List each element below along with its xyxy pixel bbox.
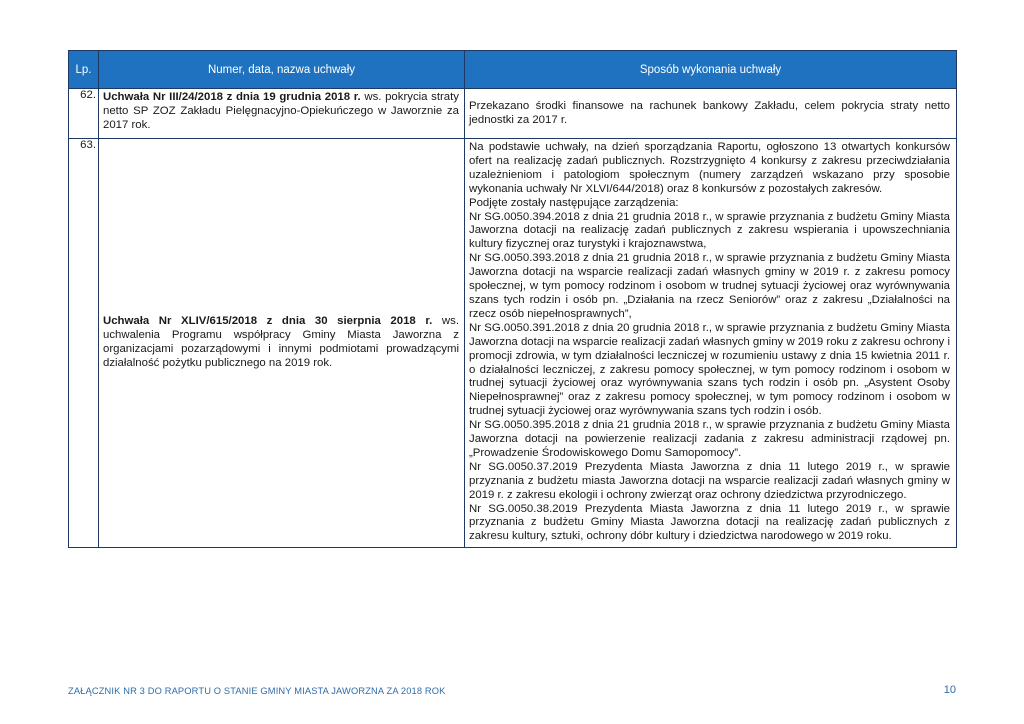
resolution-subject: ws. pokrycia straty netto SP ZOZ Zakładu Pielęgnacyjno-Opiekuńczego w Jaworznie za 2017 rok.	[103, 91, 459, 131]
execution-paragraph: Nr SG.0050.37.2019 Prezydenta Miasta Jaworzna z dnia 11 lutego 2019 r., w sprawie przyznania z budżetu miasta Jaworzna dotacji na wsparcie realizacji zadań własnych gminy w 2019 r. z zakresu ekologii i ochrony zwierząt oraz ochrony dziedzictwa przyrodniczego.	[469, 460, 950, 501]
execution-paragraph: Przekazano środki finansowe na rachunek bankowy Zakładu, celem pokrycia straty netto jednostki za 2017 r.	[469, 100, 950, 126]
footer-document-title: ZAŁĄCZNIK NR 3 DO RAPORTU O STANIE GMINY MIASTA JAWORZNA ZA 2018 ROK	[68, 686, 446, 696]
execution-paragraph: Nr SG.0050.393.2018 z dnia 21 grudnia 2018 r., w sprawie przyznania z budżetu Gminy Miasta Jaworzna dotacji na wsparcie realizacji zadań własnych gminy w 2019 r. z zakresu pomocy społecznej, w tym pomocy rodzinom i osobom w trudnej sytuacji życiowej oraz wyrównywania szans tych rodzin i osób pn. „Działania na rzecz Seniorów” oraz z zakresu „Działalności na rzecz osób niepełnosprawnych”,	[469, 252, 950, 320]
execution-paragraph: Nr SG.0050.394.2018 z dnia 21 grudnia 2018 r., w sprawie przyznania z budżetu Gminy Miasta Jaworzna dotacji na realizację zadań publicznych z zakresu wspierania i upowszechniania kultury fizycznej oraz turystyki i krajoznawstwa,	[469, 210, 950, 251]
row-lp: 63.	[69, 139, 99, 548]
resolution-number: Uchwała Nr XLIV/615/2018 z dnia 30 sierpnia 2018 r.	[103, 314, 433, 327]
resolution-number: Uchwała Nr III/24/2018 z dnia 19 grudnia 2018 r.	[103, 91, 361, 103]
execution-paragraph: Nr SG.0050.38.2019 Prezydenta Miasta Jaworzna z dnia 11 lutego 2019 r., w sprawie przyznania z budżetu Gminy Miasta Jaworzna dotacji na realizację zadań publicznych z zakresu kultury, sztuki, ochrony dóbr kultury i dziedzictwa narodowego w 2019 roku.	[469, 502, 950, 543]
header-name: Numer, data, nazwa uchwały	[99, 51, 465, 89]
row-execution	[465, 139, 957, 548]
row-lp: 62.	[69, 89, 99, 139]
execution-paragraph: Nr SG.0050.391.2018 z dnia 20 grudnia 2018 r., w sprawie przyznania z budżetu Gminy Miasta Jaworzna dotacji na wsparcie realizacji zadań własnych gminy w 2019 roku z zakresu ochrony i promocji zdrowia, w tym działalności leczniczej w rozumieniu ustawy z dnia 15 kwietnia 2011 r. o działalności leczniczej, z zakresu pomocy społecznej, w tym pomocy rodzinom i osobom w trudnej sytuacji życiowej oraz wyrównywania szans tych rodzin i osób pn. „Asystent Osoby Niepełnosprawnej” oraz z zakresu pomocy społecznej, w tym pomocy rodzinom i osobom w trudnej sytuacji życiowej oraz wyrównywania szans tych rodzin i osób.	[469, 321, 950, 418]
row-resolution-title	[99, 139, 465, 548]
execution-paragraph: Na podstawie uchwały, na dzień sporządzania Raportu, ogłoszono 13 otwartych konkursów ofert na realizację zadań publicznych. Rozstrzygnięto 4 konkursy z zakresu przeciwdziałania uzależnieniom i patologiom społecznym (numery zarządzeń wskazano przy sposobie wykonania uchwały Nr XLVI/644/2018) oraz 8 konkursów z pozostałych zakresów.	[469, 141, 950, 195]
table-header-row	[69, 51, 957, 89]
row-execution	[465, 89, 957, 139]
row-resolution-title	[99, 89, 465, 139]
resolutions-table	[68, 50, 957, 548]
execution-paragraph: Nr SG.0050.395.2018 z dnia 21 grudnia 2018 r., w sprawie przyznania z budżetu Gminy Miasta Jaworzna dotacji na powierzenie realizacji zadania z zakresu administracji rządowej pn. „Prowadzenie Środowiskowego Domu Samopomocy”.	[469, 419, 950, 459]
resolution-subject: ws. uchwalenia Programu współpracy Gminy Miasta Jaworzna z organizacjami pozarządowymi i innymi podmiotami prowadzącymi działalność pożytku publicznego na 2019 rok.	[103, 314, 459, 369]
table-row	[69, 139, 957, 548]
header-execution: Sposób wykonania uchwały	[465, 51, 957, 89]
page-number: 10	[943, 684, 956, 696]
table-row	[69, 89, 957, 139]
header-lp: Lp.	[69, 51, 99, 89]
execution-paragraph: Podjęte zostały następujące zarządzenia:	[469, 196, 679, 209]
